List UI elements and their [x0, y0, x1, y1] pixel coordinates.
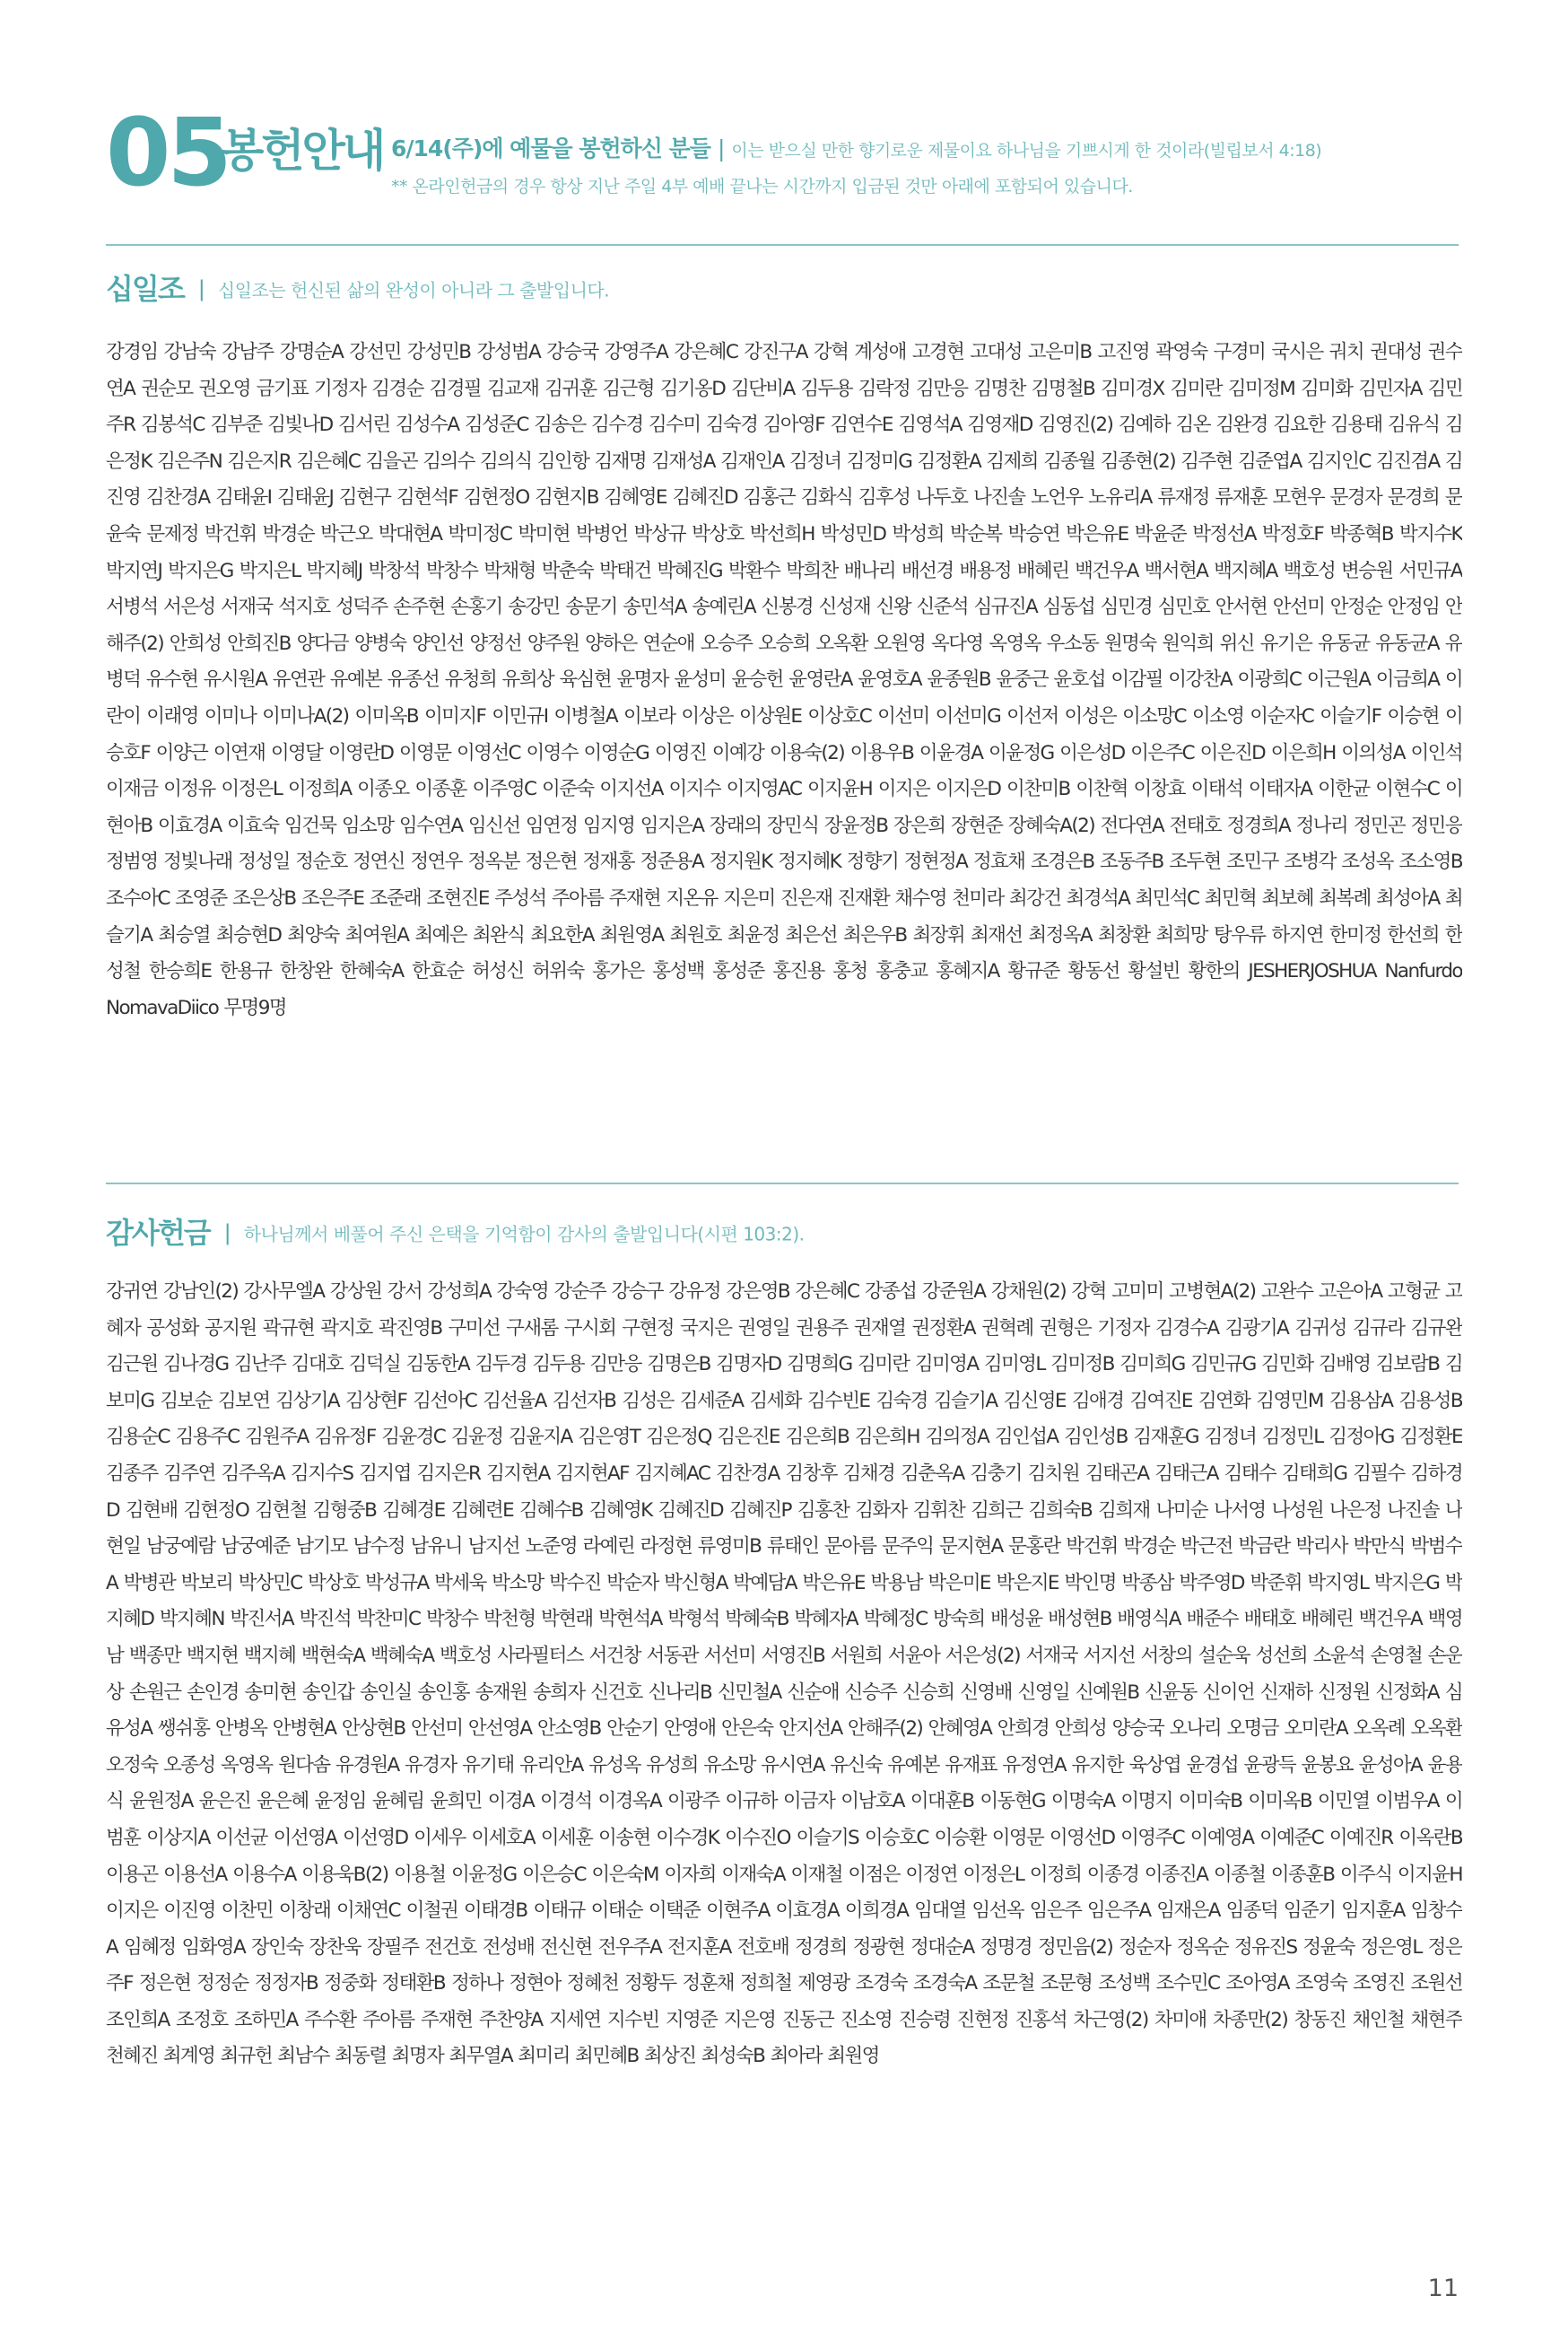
thanks-description: 하나님께서 베풀어 주신 은택을 기억함이 감사의 출발입니다(시편 103:2). — [243, 1223, 805, 1245]
section-title: 봉헌안내 — [221, 125, 384, 177]
headline-separator: | — [717, 135, 725, 162]
online-offering-note: ** 온라인헌금의 경우 항상 지난 주일 4부 예배 끝나는 시간까지 입금된 것만 아래에 포함되어 있습니다. — [391, 177, 1133, 196]
thanks-title: 감사헌금 — [106, 1216, 210, 1250]
tithe-description: 십일조는 헌신된 삶의 완성이 아니라 그 출발입니다. — [217, 279, 610, 301]
section-headline — [391, 131, 1321, 169]
page-number: 11 — [1427, 2274, 1459, 2302]
tithe-donor-list: 강경임 강남숙 강남주 강명순A 강선민 강성민B 강성범A 강승국 강영주A 강은혜C 강진구A 강혁 계성애 고경현 고대성 고은미B 고진영 곽영숙 구경미 국시은 궈치 권대성 권수연A 권순모 권오영 금기표 기정자 김경순 김경필 김교재 김귀훈 김근형 김기옹D 김단비A 김두용 김락정 김만응 김명찬 김명철B 김미경X 김미란 김미정M 김미화 김민자A 김민주R 김봉석C 김부준 김빛나D 김서린 김성수A 김성준C 김송은 김수경 김수미 김숙경 김아영F 김연수E 김영석A 김영재D 김영진(2) 김예하 김온 김완경 김요한 김용태 김유식 김은정K 김은주N 김은지R 김은혜C 김을곤 김의수 김의식 김인항 김재명 김재성A 김재인A 김정녀 김정미G 김정환A 김제희 김종월 김종현(2) 김주현 김준엽A 김지인C 김진겸A 김진영 김찬경A 김태윤I 김태윤J 김현구 김현석F 김현정O 김현지B 김혜영E 김혜진D 김홍근 김화식 김후성 나두호 나진솔 노언우 노유리A 류재정 류재훈 모현우 문경자 문경희 문윤숙 문제정 박건휘 박경순 박근오 박대현A 박미정C 박미현 박병언 박상규 박상호 박선희H 박성민D 박성희 박순복 박승연 박은유E 박윤준 박정선A 박정호F 박종혁B 박지수K 박지연J 박지은G 박지은L 박지혜J 박창석 박창수 박채형 박춘숙 박태건 박혜진G 박환수 박희찬 배나리 배선경 배용정 배혜린 백건우A 백서현A 백지혜A 백호성 변승원 서민규A 서병석 서은성 서재국 석지호 성덕주 손주현 손홍기 송강민 송문기 송민석A 송예린A 신봉경 신성재 신왕 신준석 심규진A 심동섭 심민경 심민호 안서현 안선미 안정순 안정임 안해주(2) 안희성 안희진B 양다금 양병숙 양인선 양정선 양주원 양하은 연순애 오승주 오승희 오옥환 오원영 옥다영 옥영옥 우소동 원명숙 원익희 위신 유기은 유동균 유동균A 유병덕 유수현 유시원A 유연관 유예본 유종선 유청희 유희상 육심현 윤명자 윤성미 윤승헌 윤영란A 윤영호A 윤종원B 윤중근 윤호섭 이감필 이강찬A 이광희C 이근원A 이금희A 이란이 이래영 이미나 이미나A(2) 이미옥B 이미지F 이민규I 이병철A 이보라 이상은 이상원E 이상호C 이선미 이선미G 이선저 이성은 이소망C 이소영 이순자C 이슬기F 이승현 이승호F 이양근 이연재 이영달 이영란D 이영문 이영선C 이영수 이영순G 이영진 이예강 이용숙(2) 이용우B 이윤경A 이윤정G 이은성D 이은주C 이은진D 이은희H 이의성A 이인석 이재금 이정유 이정은L 이정희A 이종오 이종훈 이주영C 이준숙 이지선A 이지수 이지영AC 이지윤H 이지은 이지은D 이찬미B 이찬혁 이창효 이태석 이태자A 이한균 이현수C 이현아B 이효경A 이효숙 임건묵 임소망 임수연A 임신선 임연정 임지영 임지은A 장래의 장민식 장윤정B 장은희 장현준 장혜숙A(2) 전다연A 전태호 정경희A 정나리 정민곤 정민응 정범영 정빛나래 정성일 정순호 정연신 정연우 정옥분 정은현 정재홍 정준용A 정지원K 정지혜K 정향기 정현정A 정효채 조경은B 조동주B 조두현 조민구 조병각 조성옥 조소영B 조수아C 조영준 조은상B 조은주E 조준래 조현진E 주성석 주아름 주재현 지온유 지은미 진은재 진재환 채수영 천미라 최강건 최경석A 최민석C 최민혁 최보혜 최복례 최성아A 최슬기A 최승열 최승현D 최양숙 최여원A 최예은 최완식 최요한A 최원영A 최원호 최윤정 최은선 최은우B 최장휘 최재선 최정옥A 최창환 최희망 탕우류 하지연 한미정 한선희 한성철 한승희E 한용규 한창완 한혜숙A 한효순 허성신 허위숙 홍가은 홍성백 홍성준 홍진용 홍청 홍충교 홍혜지A 황규준 황동선 황설빈 황한의 JESHERJOSHUA Nanfurdo NomavaDiico 무명9명 — [106, 341, 1462, 1019]
headline-text: 6/14(주)에 예물을 봉헌하신 분들 — [391, 135, 710, 162]
thanks-separator: | — [223, 1220, 231, 1245]
tithe-heading — [106, 269, 1459, 309]
headline-verse: 이는 받으실 만한 향기로운 제물이요 하나님을 기쁘시게 한 것이라(빌립보서 4:18) — [731, 141, 1322, 161]
section-number: 05 — [106, 98, 229, 207]
thanks-heading — [106, 1213, 1459, 1253]
tithe-title: 십일조 — [106, 272, 184, 306]
page-header — [106, 98, 1469, 214]
tithe-separator: | — [197, 276, 205, 301]
header-divider — [106, 244, 1459, 246]
section-divider — [106, 1183, 1459, 1184]
thanks-donor-list: 강귀연 강남인(2) 강사무엘A 강상원 강서 강성희A 강숙영 강순주 강승구 강유정 강은영B 강은혜C 강종섭 강준원A 강채원(2) 강혁 고미미 고병현A(2) 고완수 고은아A 고형균 고혜자 공성화 공지원 곽규현 곽지호 곽진영B 구미선 구새롬 구시회 구현정 국지은 권영일 권용주 권재열 권정환A 권혁례 권형은 기정자 김경수A 김광기A 김귀성 김규라 김규완 김근원 김나경G 김난주 김대호 김덕실 김동한A 김두경 김두용 김만응 김명은B 김명자D 김명희G 김미란 김미영A 김미영L 김미정B 김미희G 김민규G 김민화 김배영 김보람B 김보미G 김보순 김보연 김상기A 김상현F 김선아C 김선율A 김선자B 김성은 김세준A 김세화 김수빈E 김숙경 김슬기A 김신영E 김애경 김여진E 김연화 김영민M 김용삼A 김용성B 김용순C 김용주C 김원주A 김유정F 김윤경C 김윤정 김윤지A 김은영T 김은정Q 김은진E 김은희B 김은희H 김의정A 김인섭A 김인성B 김재훈G 김정녀 김정민L 김정아G 김정환E 김종주 김주연 김주옥A 김지수S 김지엽 김지은R 김지현A 김지현AF 김지혜AC 김찬경A 김창후 김채경 김춘옥A 김충기 김치원 김태곤A 김태근A 김태수 김태희G 김필수 김하경D 김현배 김현정O 김현철 김형중B 김혜경E 김혜련E 김혜수B 김혜영K 김혜진D 김혜진P 김홍찬 김화자 김휘찬 김희근 김희숙B 김희재 나미순 나서영 나성원 나은정 나진솔 나현일 남궁예람 남궁예준 남기모 남수정 남유니 남지선 노준영 라예린 라정현 류영미B 류태인 문아름 문주익 문지현A 문홍란 박건휘 박경순 박근전 박금란 박리사 박만식 박범수A 박병관 박보리 박상민C 박상호 박성규A 박세욱 박소망 박수진 박순자 박신형A 박예담A 박은유E 박용남 박은미E 박은지E 박인명 박종삼 박주영D 박준휘 박지영L 박지은G 박지혜D 박지혜N 박진서A 박진석 박찬미C 박창수 박천형 박현래 박현석A 박형석 박혜숙B 박혜자A 박혜정C 방숙희 배성윤 배성현B 배영식A 배준수 배태호 배혜린 백건우A 백영남 백종만 백지현 백지혜 백현숙A 백혜숙A 백호성 사라필터스 서건창 서동관 서선미 서영진B 서원희 서윤아 서은성(2) 서재국 서지선 서창의 설순욱 성선희 소윤석 손영철 손운상 손원근 손인경 송미현 송인갑 송인실 송인홍 송재원 송희자 신건호 신나리B 신민철A 신순애 신승주 신승희 신영배 신영일 신예원B 신윤동 신이언 신재하 신정원 신정화A 심유성A 쌩쉬홍 안병옥 안병현A 안상현B 안선미 안선영A 안소영B 안순기 안영애 안은숙 안지선A 안해주(2) 안혜영A 안희경 안희성 양승국 오나리 오명금 오미란A 오옥례 오옥환 오정숙 오종성 옥영옥 원다솜 유경원A 유경자 유기태 유리안A 유성옥 유성희 유소망 유시연A 유신숙 유예본 유재표 유정연A 유지한 육상엽 윤경섭 윤광득 윤봉요 윤성아A 윤용식 윤원정A 윤은진 윤은혜 윤정임 윤혜림 윤희민 이경A 이경석 이경옥A 이광주 이규하 이금자 이남호A 이대훈B 이동현G 이명숙A 이명지 이미숙B 이미옥B 이민열 이범우A 이범훈 이상지A 이선균 이선영A 이선영D 이세우 이세호A 이세훈 이송현 이수경K 이수진O 이슬기S 이승호C 이승환 이영문 이영선D 이영주C 이예영A 이예준C 이예진R 이옥란B 이용곤 이용선A 이용수A 이용욱B(2) 이용철 이윤정G 이은승C 이은숙M 이자희 이재숙A 이재철 이점은 이정연 이정은L 이정희 이종경 이종진A 이종철 이종훈B 이주식 이지윤H 이지은 이진영 이찬민 이창래 이채연C 이철권 이태경B 이태규 이태순 이택준 이현주A 이효경A 이희경A 임대열 임선옥 임은주 임은주A 임재은A 임종덕 임준기 임지훈A 임창수A 임혜정 임화영A 장인숙 장찬욱 장필주 전건호 전성배 전신현 전우주A 전지훈A 전호배 정경희 정광현 정대순A 정명경 정민음(2) 정순자 정옥순 정유진S 정윤숙 정은영L 정은주F 정은현 정정순 정정자B 정중화 정태환B 정하나 정현아 정혜천 정황두 정훈채 정희철 제영광 조경숙 조경숙A 조문철 조문형 조성백 조수민C 조아영A 조영숙 조영진 조원선 조인희A 조정호 조하민A 주수환 주아름 주재현 주찬양A 지세연 지수빈 지영준 지은영 진동근 진소영 진승령 진현정 진홍석 차근영(2) 차미애 차종만(2) 창동진 채인철 채현주 천혜진 최계영 최규헌 최남수 최동렬 최명자 최무열A 최미리 최민혜B 최상진 최성숙B 최아라 최원영 — [106, 1280, 1462, 2068]
